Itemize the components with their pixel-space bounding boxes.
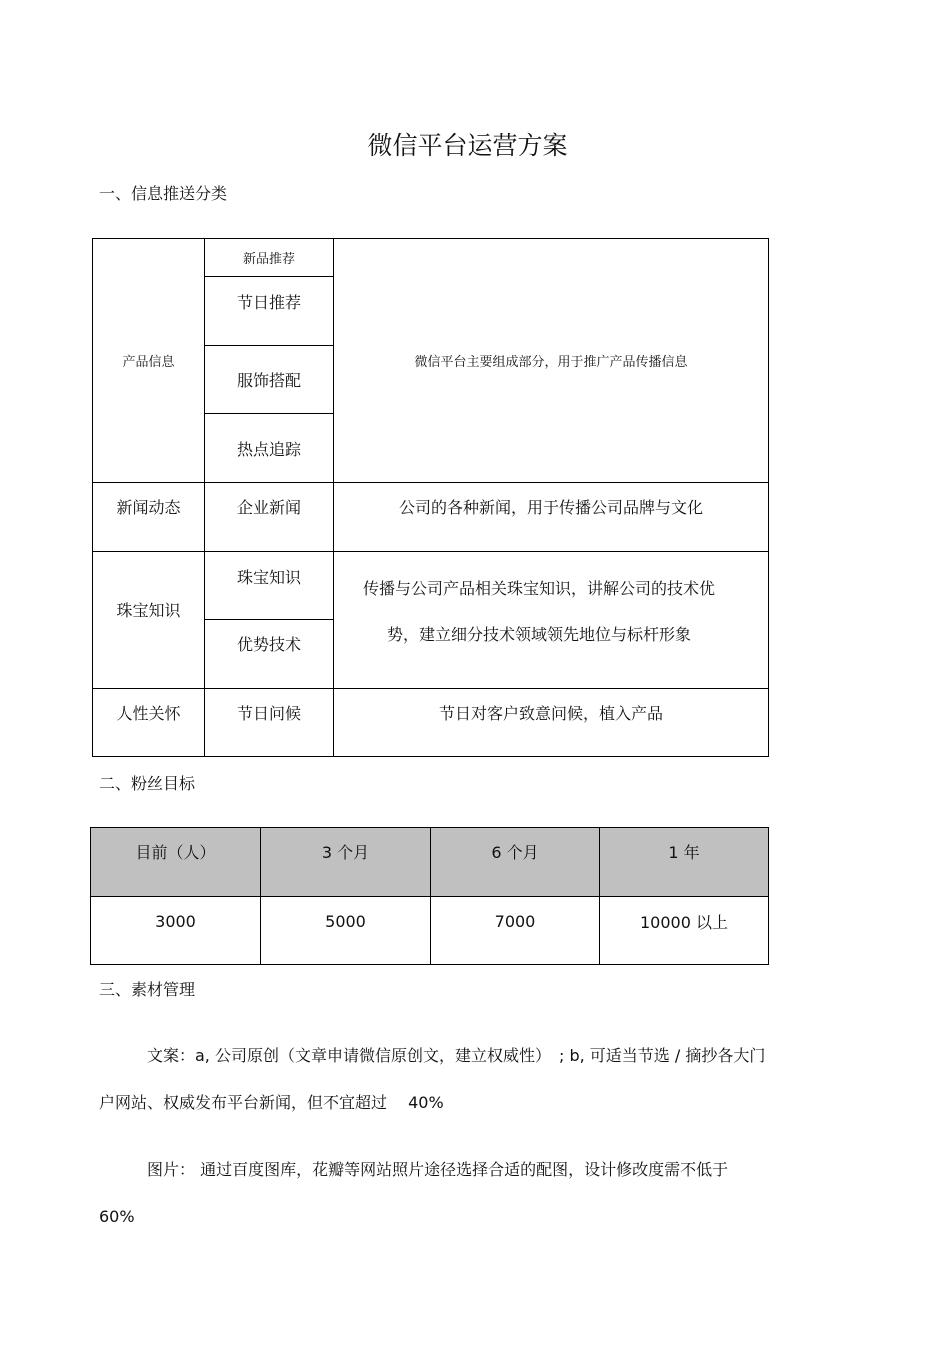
section-heading-push-categories: 一、信息推送分类 (99, 184, 228, 203)
desc-news: 公司的各种新闻，用于传播公司品牌与文化 (398, 497, 703, 517)
item-new-products: 新品推荐 (242, 252, 295, 267)
item-hot-topics: 热点追踪 (236, 439, 301, 459)
item-tech-advantage: 优势技术 (236, 634, 301, 654)
image-paragraph-line1: 图片： 通过百度图库，花瓣等网站照片途径选择合适的配图，设计修改度需不低于 (147, 1160, 729, 1179)
value-current: 3000 (155, 911, 196, 931)
value-3-months: 5000 (325, 911, 366, 931)
category-care: 人性关怀 (116, 703, 181, 723)
copy-paragraph-line2: 户网站、权威发布平台新闻，但不宜超过 40% (99, 1093, 444, 1112)
header-current: 目前（人） (135, 842, 216, 862)
item-jewelry-knowledge: 珠宝知识 (236, 568, 301, 587)
section-heading-fan-goals: 二、粉丝目标 (99, 774, 196, 793)
category-product-info: 产品信息 (122, 355, 175, 370)
value-1-year: 10000 以上 (640, 912, 728, 932)
category-jewelry-knowledge: 珠宝知识 (116, 600, 181, 620)
header-1-year: 1 年 (668, 842, 700, 862)
copy-paragraph-line1: 文案：a, 公司原创（文章申请微信原创文，建立权威性） ; b, 可适当节选 / 摘抄各大门 (147, 1046, 766, 1065)
image-paragraph-line2: 60% (99, 1207, 135, 1226)
value-6-months: 7000 (494, 911, 536, 931)
page-title: 微信平台运营方案 (367, 131, 568, 160)
desc-jewelry-line2: 势，建立细分技术领域领先地位与标杆形象 (386, 625, 691, 644)
section-heading-materials: 三、素材管理 (99, 980, 196, 999)
desc-jewelry-line1: 传播与公司产品相关珠宝知识，讲解公司的技术优 (362, 579, 715, 598)
item-company-news: 企业新闻 (236, 497, 301, 517)
item-holiday-greeting: 节日问候 (236, 703, 301, 723)
desc-care: 节日对客户致意问候，植入产品 (438, 703, 663, 723)
item-outfit-matching: 服饰搭配 (236, 371, 301, 390)
desc-product-info: 微信平台主要组成部分，用于推广产品传播信息 (414, 355, 688, 370)
category-news: 新闻动态 (116, 497, 181, 517)
header-6-months: 6 个月 (491, 842, 539, 862)
header-3-months: 3 个月 (321, 842, 370, 862)
item-holiday-recommend: 节日推荐 (236, 293, 301, 312)
